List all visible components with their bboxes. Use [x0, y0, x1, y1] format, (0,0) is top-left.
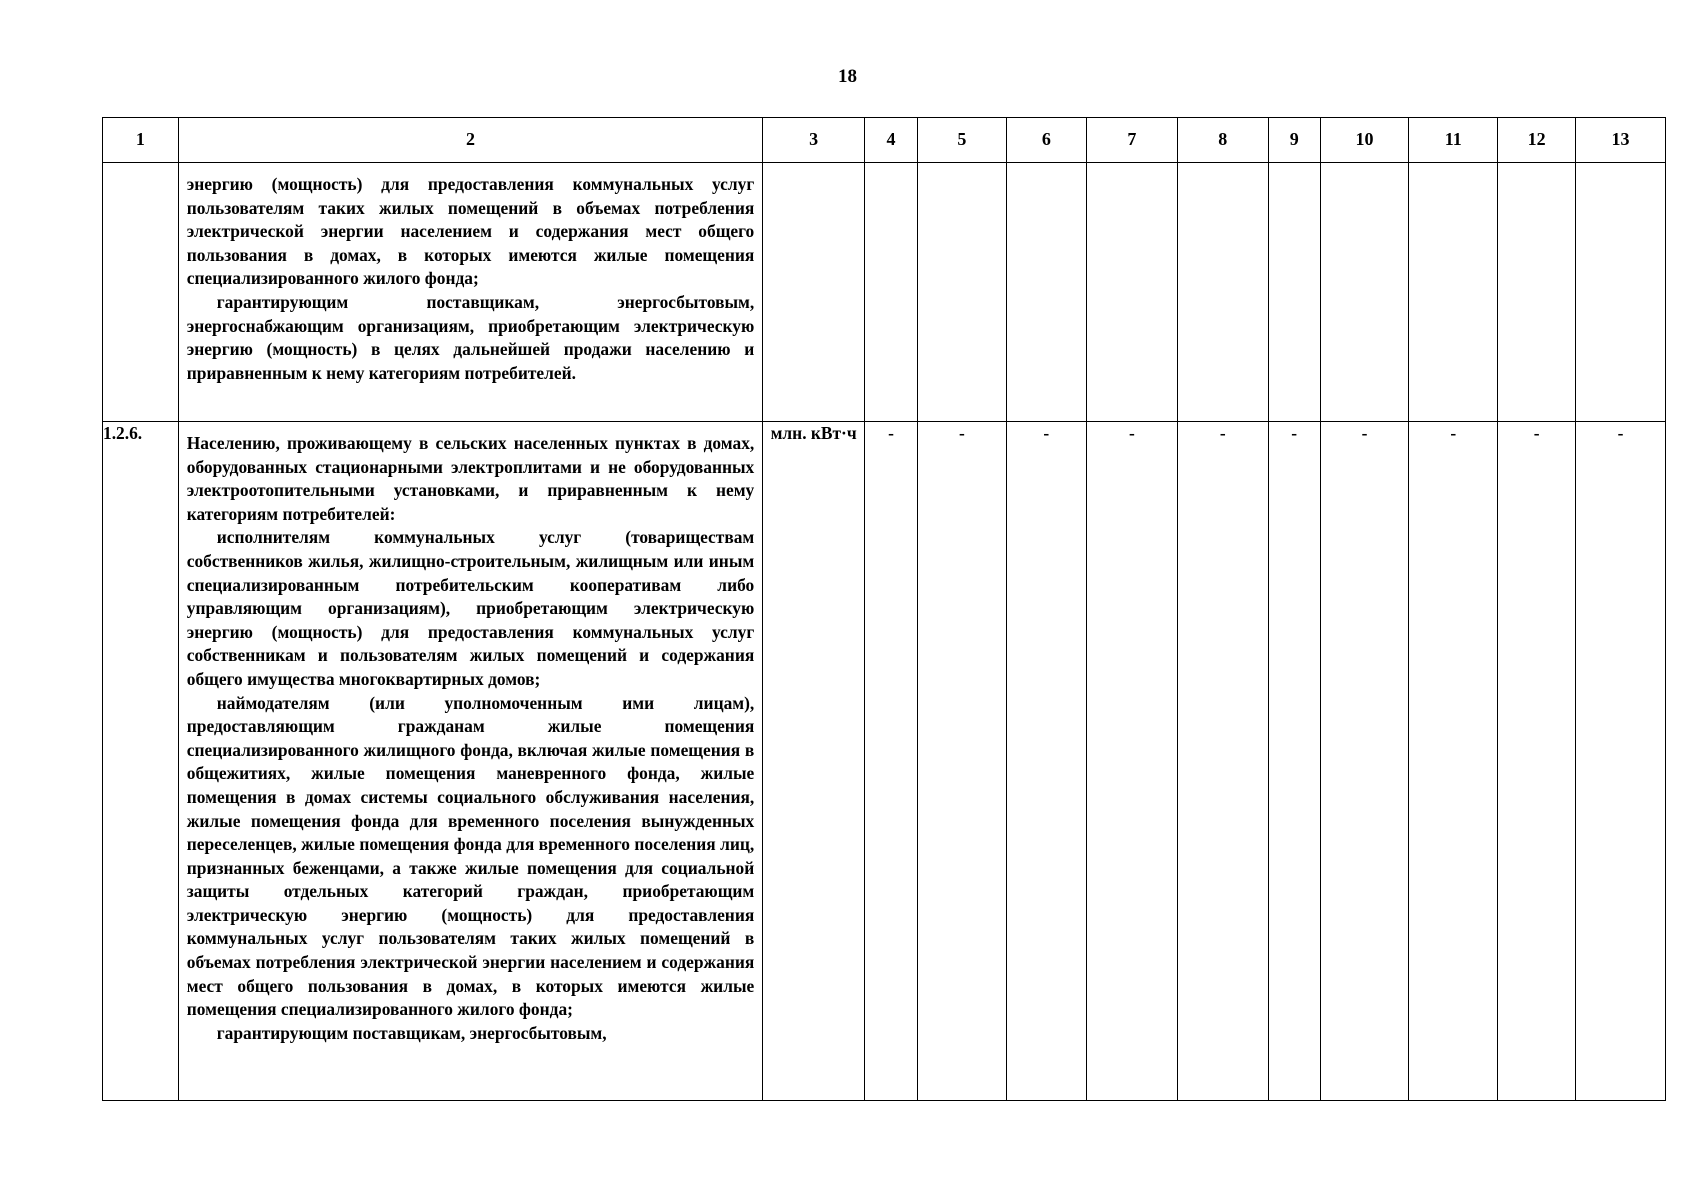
- header-cell: 5: [918, 118, 1007, 163]
- tariff-table: [102, 117, 1666, 1101]
- unit-cell: [763, 163, 865, 422]
- value-cell: -: [1320, 422, 1409, 1101]
- description-paragraph: гарантирующим поставщикам, энергосбытовым,: [216, 1022, 607, 1043]
- description-paragraph: наймодателям (или уполномоченным ими лицам), предоставляющим гражданам жилые помещения специализированного жилищного фонда, включая жилые помещения в общежитиях, жилые помещения маневренного фонда, жилые помещения в домах системы социального обслуживания населения, жилые помещения фонда для временного поселения вынужденных переселенцев, жилые помещения фонда для временного поселения лиц, признанных беженцами, а также жилые помещения для социальной защиты отдельных категорий граждан, приобретающим электрическую энергию (мощность) для предоставления коммунальных услуг пользователям таких жилых помещений в объемах потребления электрической энергии населением и содержания мест общего пользования в домах, в которых имеются жилые помещения специализированного жилого фонда;: [186, 692, 755, 1020]
- value-cell: [1320, 163, 1409, 422]
- value-cell: [1409, 163, 1498, 422]
- row-description: [178, 163, 763, 422]
- value-cell: -: [1498, 422, 1576, 1101]
- header-cell: 10: [1320, 118, 1409, 163]
- value-cell: -: [1177, 422, 1268, 1101]
- value-cell: [1177, 163, 1268, 422]
- value-cell: -: [918, 422, 1007, 1101]
- row-number: 1.2.6.: [103, 422, 179, 1101]
- description-paragraph: Населению, проживающему в сельских населенных пунктах в домах, оборудованных стационарными электроплитами и не оборудованных электроотопительными установками, и приравненным к нему категориям потребителей:: [186, 433, 755, 524]
- description-paragraph: энергию (мощность) для предоставления коммунальных услуг пользователям таких жилых помещений в объемах потребления электрической энергии населением и содержания мест общего пользования в домах, в которых имеются жилые помещения специализированного жилого фонда;: [186, 174, 755, 289]
- value-cell: [1268, 163, 1320, 422]
- header-cell: 13: [1576, 118, 1666, 163]
- header-cell: 9: [1268, 118, 1320, 163]
- table-row: [103, 422, 1666, 1101]
- header-cell: 3: [763, 118, 865, 163]
- value-cell: [1006, 163, 1086, 422]
- value-cell: -: [1576, 422, 1666, 1101]
- header-cell: 6: [1006, 118, 1086, 163]
- value-cell: -: [1086, 422, 1177, 1101]
- value-cell: [1086, 163, 1177, 422]
- value-cell: -: [865, 422, 918, 1101]
- header-cell: 1: [103, 118, 179, 163]
- value-cell: -: [1006, 422, 1086, 1101]
- header-row: [103, 118, 1666, 163]
- description-paragraph: гарантирующим поставщикам, энергосбытовым, энергоснабжающим организациям, приобретающим электрическую энергию (мощность) в целях дальнейшей продажи населению и приравненным к нему категориям потребителей.: [186, 291, 755, 383]
- value-cell: [1498, 163, 1576, 422]
- row-description: [178, 422, 763, 1101]
- header-cell: 12: [1498, 118, 1576, 163]
- description-paragraph: исполнителям коммунальных услуг (товариществам собственников жилья, жилищно-строительным, жилищным или иным специализированным потребительским кооперативам либо управляющим организациям), приобретающим электрическую энергию (мощность) для предоставления коммунальных услуг собственникам и пользователям жилых помещений и содержания общего имущества многоквартирных домов;: [186, 527, 755, 689]
- value-cell: [865, 163, 918, 422]
- header-cell: 8: [1177, 118, 1268, 163]
- header-cell: 7: [1086, 118, 1177, 163]
- value-cell: [918, 163, 1007, 422]
- row-number: [103, 163, 179, 422]
- table-row: [103, 163, 1666, 422]
- header-cell: 2: [178, 118, 763, 163]
- unit-cell: млн. кВт·ч: [763, 422, 865, 1101]
- value-cell: [1576, 163, 1666, 422]
- header-cell: 11: [1409, 118, 1498, 163]
- page-number: 18: [838, 66, 857, 87]
- value-cell: -: [1268, 422, 1320, 1101]
- header-cell: 4: [865, 118, 918, 163]
- value-cell: -: [1409, 422, 1498, 1101]
